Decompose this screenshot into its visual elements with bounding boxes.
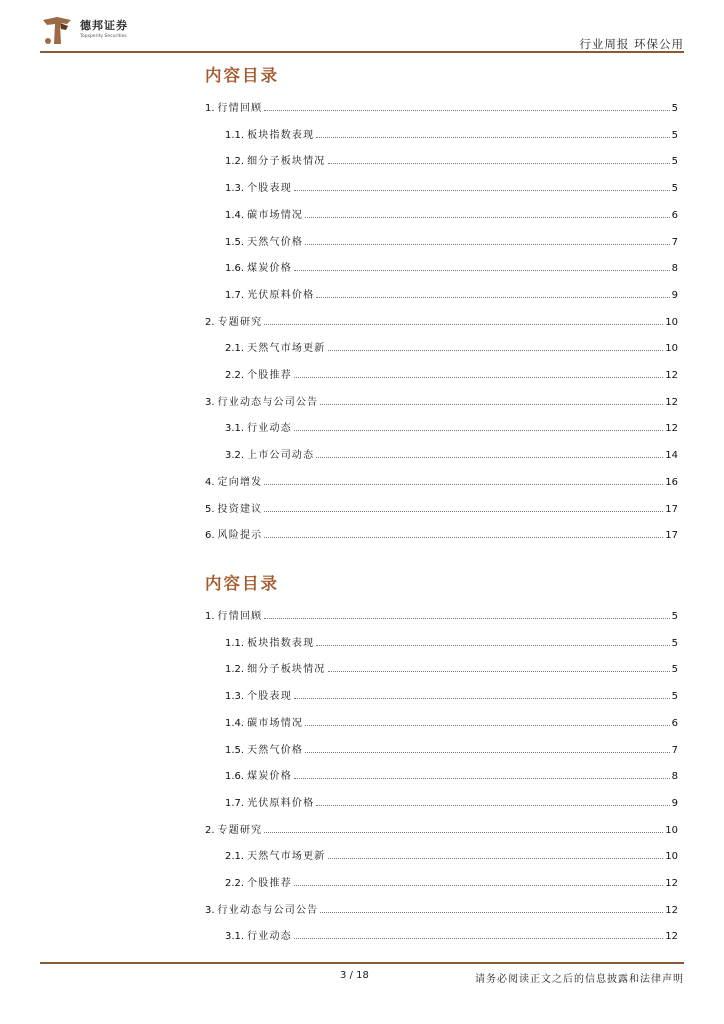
toc-entry-title: 行业动态 — [247, 931, 292, 943]
toc-entry-title: 个股表现 — [247, 691, 292, 703]
toc-entry-number: 3.2. — [225, 450, 245, 462]
toc-dot-leader — [316, 457, 663, 458]
toc-entry-page: 17 — [665, 530, 678, 542]
toc-entry[interactable] — [205, 608, 678, 622]
toc-dot-leader — [294, 885, 663, 886]
toc-entry-number: 2. — [205, 824, 215, 836]
toc-entry-number: 1.3. — [225, 691, 245, 703]
toc-entry-page: 10 — [665, 316, 678, 328]
toc-entry-title: 天然气价格 — [247, 744, 304, 756]
toc-dot-leader — [320, 404, 663, 405]
toc-entry-number: 2. — [205, 316, 215, 328]
toc-entry[interactable] — [225, 287, 678, 301]
toc-entry[interactable] — [205, 822, 678, 836]
toc-entry[interactable] — [225, 661, 678, 675]
toc-dot-leader — [320, 912, 663, 913]
toc-dot-leader — [294, 698, 670, 699]
company-logo — [40, 14, 128, 48]
toc-entry-page: 10 — [665, 851, 678, 863]
toc-entry-page: 12 — [665, 878, 678, 889]
toc-entry-title: 天然气市场更新 — [247, 851, 326, 863]
toc-dot-leader — [328, 163, 670, 164]
toc-entry-page: 8 — [671, 771, 678, 783]
toc-dot-leader — [264, 110, 669, 111]
toc-entry-title: 风险提示 — [217, 530, 263, 542]
toc-entry-page: 5 — [671, 691, 678, 703]
toc-entry-page: 9 — [671, 289, 678, 301]
toc-entry-title: 细分子板块情况 — [247, 156, 326, 168]
toc-dot-leader — [328, 350, 664, 351]
toc-entry-page: 5 — [671, 611, 678, 622]
toc-entry-page: 12 — [665, 370, 678, 381]
toc-dot-leader — [264, 537, 663, 538]
toc-entry-number: 1.1. — [225, 129, 245, 141]
toc-entry-number: 5. — [205, 503, 215, 515]
toc-entry-title: 行情回顾 — [217, 103, 263, 114]
toc-entry-title: 天然气价格 — [247, 236, 304, 248]
toc-entry[interactable] — [225, 127, 678, 141]
toc-dot-leader — [294, 190, 670, 191]
toc-entry[interactable] — [225, 420, 678, 434]
toc-entry-page: 14 — [665, 450, 678, 462]
toc-heading: 内容目录 — [205, 574, 279, 593]
toc-entry-title: 行业动态与公司公告 — [217, 396, 319, 408]
toc-entry-title: 煤炭价格 — [247, 263, 292, 275]
toc-dot-leader — [305, 217, 670, 218]
toc-dot-leader — [294, 377, 663, 378]
toc-entry-page: 12 — [665, 423, 678, 435]
toc-entry-page: 5 — [671, 129, 678, 141]
page-header — [40, 12, 684, 54]
toc-entry[interactable] — [225, 153, 678, 167]
toc-entry[interactable] — [225, 340, 678, 354]
toc-entry-number: 6. — [205, 530, 215, 542]
toc-entry-title: 行业动态 — [247, 423, 292, 435]
toc-entry-page: 7 — [671, 744, 678, 756]
toc-heading: 内容目录 — [205, 66, 279, 85]
toc-entry-page: 16 — [665, 476, 678, 488]
toc-dot-leader — [294, 270, 670, 271]
toc-dot-leader — [264, 484, 663, 485]
toc-dot-leader — [316, 137, 669, 138]
toc-dot-leader — [328, 858, 664, 859]
toc-entry-title: 煤炭价格 — [247, 771, 292, 783]
toc-dot-leader — [305, 244, 670, 245]
toc-entry-number: 1.5. — [225, 236, 245, 248]
toc-entry-title: 细分子板块情况 — [247, 664, 326, 676]
toc-entry-page: 7 — [671, 236, 678, 248]
toc-entry-page: 8 — [671, 263, 678, 275]
toc-entry-title: 个股推荐 — [247, 370, 292, 381]
toc-entry-page: 17 — [665, 503, 678, 515]
toc-entry-page: 5 — [671, 156, 678, 168]
toc-entry-number: 1. — [205, 103, 215, 114]
toc-entry-title: 光伏原料价格 — [247, 289, 315, 301]
toc-entry-number: 2.2. — [225, 370, 245, 381]
toc-entry-title: 光伏原料价格 — [247, 797, 315, 809]
toc-entry-page: 5 — [671, 637, 678, 649]
toc-entry-page: 10 — [665, 824, 678, 836]
footer-divider — [40, 962, 684, 964]
header-divider — [40, 51, 684, 53]
toc-entry-page: 12 — [665, 904, 678, 916]
toc-entry-page: 9 — [671, 797, 678, 809]
toc-entry-title: 个股表现 — [247, 183, 292, 195]
toc-entry[interactable] — [225, 447, 678, 461]
toc-dot-leader — [305, 752, 670, 753]
toc-dot-leader — [294, 778, 670, 779]
disclaimer-note: 请务必阅读正文之后的信息披露和法律声明 — [475, 974, 684, 985]
toc-entry-title: 碳市场情况 — [247, 209, 304, 221]
toc-entry[interactable] — [205, 527, 678, 541]
toc-entry[interactable] — [225, 768, 678, 782]
toc-entry[interactable] — [225, 688, 678, 702]
toc-entry-number: 1. — [205, 611, 215, 622]
toc-dot-leader — [264, 511, 663, 512]
toc-entry[interactable] — [205, 394, 678, 408]
toc-entry-page: 6 — [671, 717, 678, 729]
toc-entry[interactable] — [205, 902, 678, 916]
toc-entry[interactable] — [225, 260, 678, 274]
toc-entry-number: 1.6. — [225, 771, 245, 783]
toc-entry[interactable] — [225, 928, 678, 942]
toc-entry[interactable] — [225, 207, 678, 221]
toc-entry-number: 1.7. — [225, 797, 245, 809]
toc-dot-leader — [294, 938, 663, 939]
toc-entry-page: 5 — [671, 103, 678, 114]
page-number: 3 / 18 — [340, 970, 369, 981]
toc-dot-leader — [264, 832, 663, 833]
toc-entry-title: 行情回顾 — [217, 611, 263, 622]
toc-entry[interactable] — [205, 501, 678, 515]
toc-dot-leader — [316, 645, 669, 646]
toc-entry[interactable] — [225, 180, 678, 194]
toc-dot-leader — [328, 671, 670, 672]
toc-entry-title: 专题研究 — [217, 824, 263, 836]
toc-entry-title: 天然气市场更新 — [247, 343, 326, 355]
toc-entry-number: 2.1. — [225, 851, 245, 863]
toc-entry[interactable] — [225, 795, 678, 809]
toc-entry[interactable] — [205, 314, 678, 328]
toc-dot-leader — [294, 430, 663, 431]
toc-entry-number: 2.1. — [225, 343, 245, 355]
toc-entry[interactable] — [225, 742, 678, 756]
toc-entry[interactable] — [225, 875, 678, 889]
toc-entry-page: 10 — [665, 343, 678, 355]
toc-entry-title: 专题研究 — [217, 316, 263, 328]
toc-entry-title: 投资建议 — [217, 503, 263, 515]
toc-entry-page: 12 — [665, 396, 678, 408]
toc-entry[interactable] — [205, 100, 678, 114]
toc-entry-number: 1.7. — [225, 289, 245, 301]
toc-entry-number: 1.2. — [225, 664, 245, 676]
toc-entry-number: 1.6. — [225, 263, 245, 275]
toc-entry-page: 12 — [665, 931, 678, 943]
toc-entry-number: 1.3. — [225, 183, 245, 195]
toc-entry-title: 板块指数表现 — [247, 637, 315, 649]
logo-icon — [40, 14, 74, 48]
toc-entry[interactable] — [205, 474, 678, 488]
toc-dot-leader — [264, 618, 669, 619]
logo-english-name: Topsperity Securities — [80, 34, 127, 39]
toc-entry-number: 1.1. — [225, 637, 245, 649]
toc-entry-title: 行业动态与公司公告 — [217, 904, 319, 916]
toc-entry-title: 定向增发 — [217, 476, 263, 488]
toc-entry-title: 上市公司动态 — [247, 450, 315, 462]
toc-entry[interactable] — [225, 848, 678, 862]
toc-dot-leader — [316, 297, 669, 298]
toc-entry-number: 1.5. — [225, 744, 245, 756]
toc-entry[interactable] — [225, 635, 678, 649]
toc-dot-leader — [305, 725, 670, 726]
toc-dot-leader — [264, 324, 663, 325]
toc-entry-number: 3.1. — [225, 423, 245, 435]
toc-entry-number: 3. — [205, 904, 215, 916]
toc-entry-page: 5 — [671, 183, 678, 195]
toc-entry-title: 碳市场情况 — [247, 717, 304, 729]
toc-entry-number: 3. — [205, 396, 215, 408]
toc-entry-number: 1.4. — [225, 209, 245, 221]
toc-dot-leader — [316, 805, 669, 806]
toc-entry[interactable] — [225, 367, 678, 381]
logo-chinese-name: 德邦证券 — [80, 19, 128, 32]
toc-entry-page: 6 — [671, 209, 678, 221]
toc-entry-number: 1.2. — [225, 156, 245, 168]
toc-entry-page: 5 — [671, 664, 678, 676]
toc-entry-number: 2.2. — [225, 878, 245, 889]
toc-entry-number: 4. — [205, 476, 215, 488]
toc-entry-title: 板块指数表现 — [247, 129, 315, 141]
toc-entry-number: 1.4. — [225, 717, 245, 729]
toc-entry-title: 个股推荐 — [247, 878, 292, 889]
report-category: 行业周报 环保公用 — [579, 37, 684, 51]
toc-entry[interactable] — [225, 234, 678, 248]
toc-entry-number: 3.1. — [225, 931, 245, 943]
toc-entry[interactable] — [225, 715, 678, 729]
